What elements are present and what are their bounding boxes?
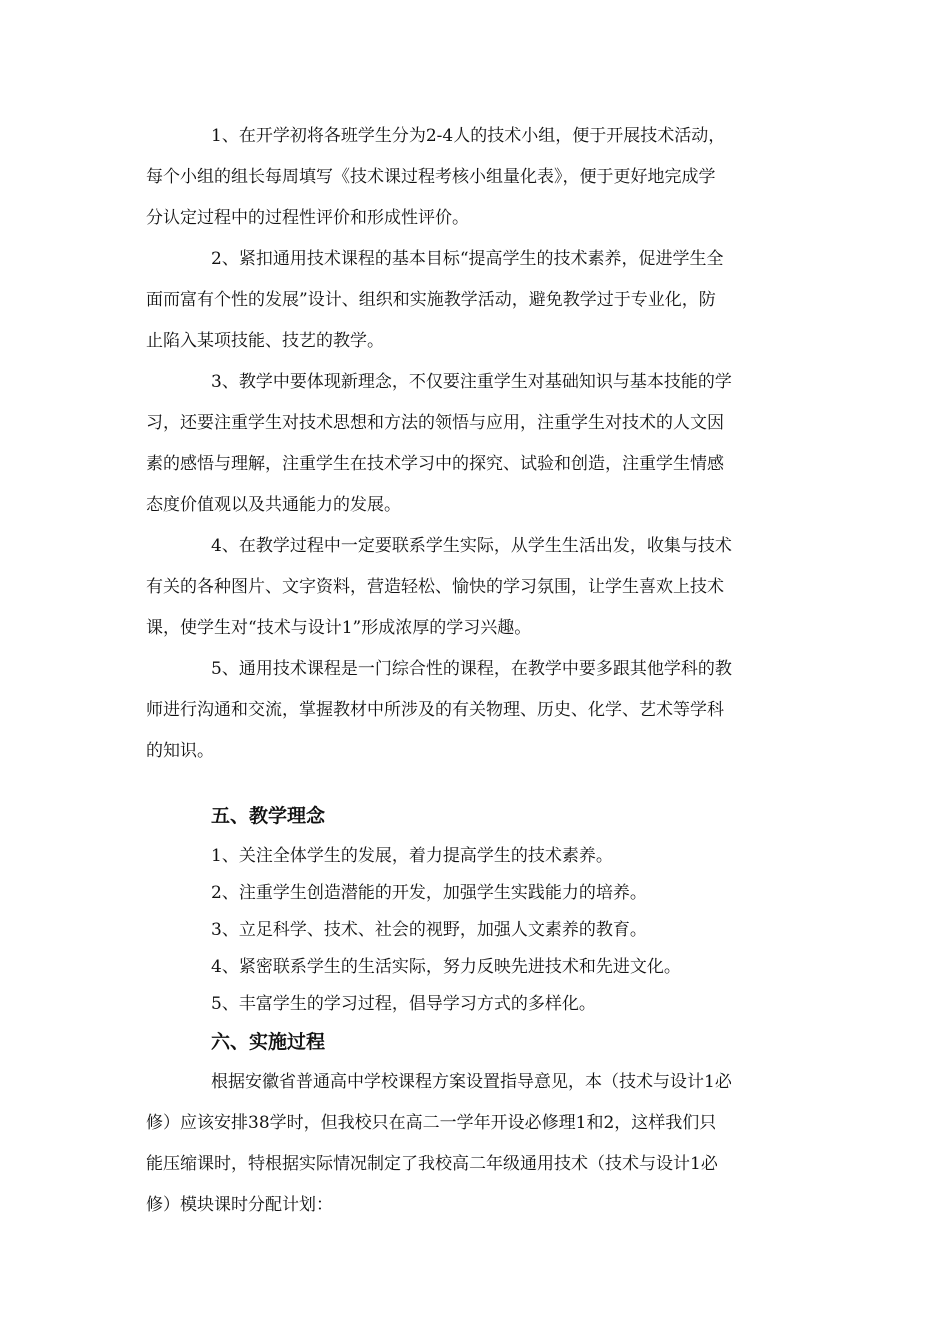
- implementation-line-1: 根据安徽省普通高中学校课程方案设置指导意见，本（技术与设计1必: [211, 1072, 732, 1092]
- philosophy-item-2: 2、注重学生创造潜能的开发，加强学生实践能力的培养。: [211, 883, 647, 903]
- section-heading-implementation: 六、实施过程: [211, 1031, 326, 1053]
- implementation-line-4: 修）模块课时分配计划：: [146, 1195, 333, 1215]
- paragraph-1-line-3: 分认定过程中的过程性评价和形成性评价。: [146, 208, 469, 228]
- paragraph-3-line-2: 习，还要注重学生对技术思想和方法的领悟与应用，注重学生对技术的人文因: [146, 413, 724, 433]
- philosophy-item-1: 1、关注全体学生的发展，着力提高学生的技术素养。: [211, 846, 613, 866]
- philosophy-item-5: 5、丰富学生的学习过程，倡导学习方式的多样化。: [211, 994, 596, 1014]
- implementation-line-3: 能压缩课时，特根据实际情况制定了我校高二年级通用技术（技术与设计1必: [146, 1154, 718, 1174]
- paragraph-4-line-2: 有关的各种图片、文字资料，营造轻松、愉快的学习氛围，让学生喜欢上技术: [146, 577, 724, 597]
- philosophy-item-4: 4、紧密联系学生的生活实际，努力反映先进技术和先进文化。: [211, 957, 681, 977]
- paragraph-1-line-2: 每个小组的组长每周填写《技术课过程考核小组量化表》，便于更好地完成学: [146, 167, 716, 187]
- paragraph-2-line-2: 面而富有个性的发展”设计、组织和实施教学活动，避免教学过于专业化，防: [146, 290, 716, 310]
- paragraph-5-line-1: 5、通用技术课程是一门综合性的课程，在教学中要多跟其他学科的教: [211, 659, 732, 679]
- paragraph-4-line-1: 4、在教学过程中一定要联系学生实际，从学生生活出发，收集与技术: [211, 536, 732, 556]
- paragraph-2-line-3: 止陷入某项技能、技艺的教学。: [146, 331, 384, 351]
- paragraph-5-line-2: 师进行沟通和交流，掌握教材中所涉及的有关物理、历史、化学、艺术等学科: [146, 700, 724, 720]
- paragraph-2-line-1: 2、紧扣通用技术课程的基本目标“提高学生的技术素养，促进学生全: [211, 249, 724, 269]
- paragraph-5-line-3: 的知识。: [146, 741, 214, 761]
- philosophy-item-3: 3、立足科学、技术、社会的视野，加强人文素养的教育。: [211, 920, 647, 940]
- section-heading-teaching-philosophy: 五、教学理念: [211, 805, 326, 827]
- implementation-line-2: 修）应该安排38学时，但我校只在高二一学年开设必修理1和2，这样我们只: [146, 1113, 717, 1133]
- paragraph-1-line-1: 1、在开学初将各班学生分为2-4人的技术小组，便于开展技术活动，: [211, 126, 726, 146]
- paragraph-3-line-1: 3、教学中要体现新理念，不仅要注重学生对基础知识与基本技能的学: [211, 372, 732, 392]
- paragraph-3-line-3: 素的感悟与理解，注重学生在技术学习中的探究、试验和创造，注重学生情感: [146, 454, 724, 474]
- paragraph-3-line-4: 态度价值观以及共通能力的发展。: [146, 495, 401, 515]
- paragraph-4-line-3: 课，使学生对“技术与设计1”形成浓厚的学习兴趣。: [146, 618, 532, 638]
